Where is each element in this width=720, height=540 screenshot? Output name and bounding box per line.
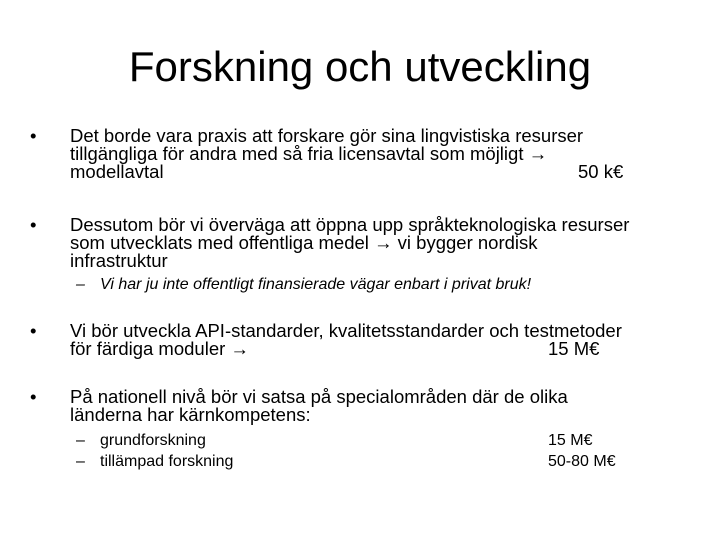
sub-2-value: 50-80 M€ [548, 453, 616, 470]
bullet-2-sub-text: Vi har ju inte offentligt finansierade vägar enbart i privat bruk! [100, 276, 532, 293]
sub-1-value: 15 M€ [548, 432, 593, 449]
bullet-2-line-2: som utvecklats med offentliga medel → vi bygger nordisk [70, 232, 538, 253]
sub-1-label: grundforskning [100, 432, 206, 449]
bullet-2-line-1: Dessutom bör vi överväga att öppna upp språkteknologiska resurser [70, 214, 630, 235]
bullet-2-line-3: infrastruktur [70, 250, 168, 271]
bullet-3-value: 15 M€ [548, 338, 600, 359]
bullet-marker: • [30, 386, 37, 407]
sub-marker: – [76, 432, 85, 449]
bullet-1-line-2: tillgängliga för andra med så fria licensavtal som möjligt → [70, 143, 548, 164]
bullet-1-line-3: modellavtal 50 k€ [70, 161, 624, 182]
bullet-3-line-2: för färdiga moduler → 15 M€ [70, 338, 600, 359]
slide-title: Forskning och utveckling [128, 43, 592, 90]
bullet-4-line-2: länderna har kärnkompetens: [70, 404, 311, 425]
bullet-4-line-1: På nationell nivå bör vi satsa på specialområden där de olika [70, 386, 568, 407]
bullet-marker: • [30, 214, 37, 235]
bullet-marker: • [30, 125, 37, 146]
bullet-1-value: 50 k€ [578, 161, 624, 182]
bullet-3-line-1: Vi bör utveckla API-standarder, kvalitetsstandarder och testmetoder [70, 320, 622, 341]
bullet-1-line-1: Det borde vara praxis att forskare gör sina lingvistiska resurser [70, 125, 584, 146]
bullet-marker: • [30, 320, 37, 341]
sub-marker: – [76, 276, 85, 293]
sub-2-label: tillämpad forskning [100, 453, 234, 470]
sub-marker: – [76, 453, 85, 470]
